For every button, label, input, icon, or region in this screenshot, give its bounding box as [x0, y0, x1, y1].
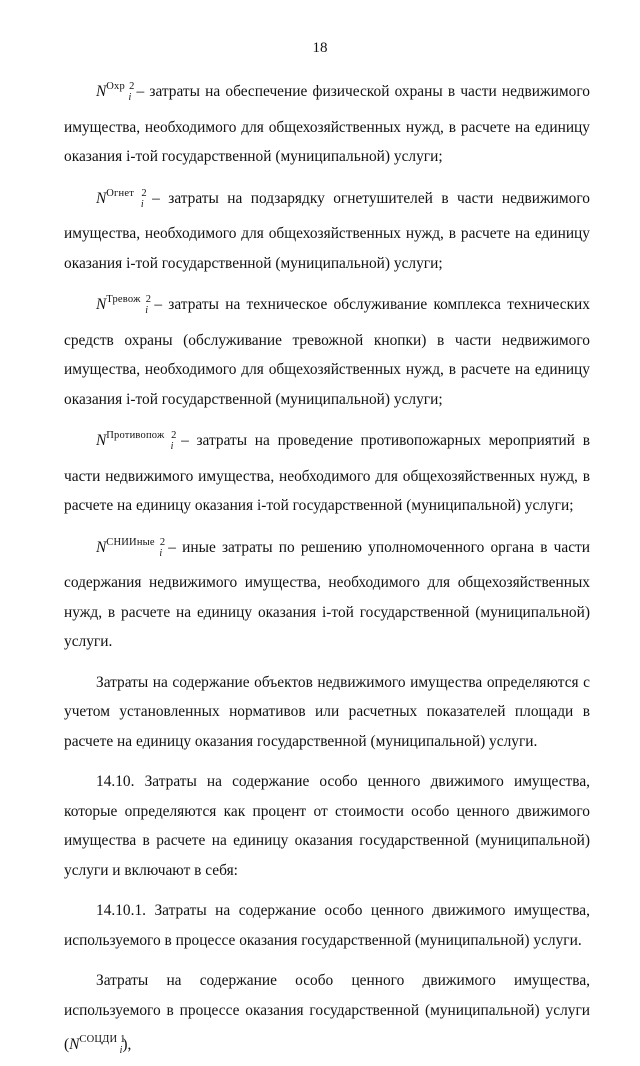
formula-symbol: $N^{Тревож 2}_i$ — [96, 294, 152, 316]
formula-symbol: $N^{СНИИные 2}_i$ — [96, 536, 166, 559]
paragraph-14-10-1: 14.10.1. Затраты на содержание особо ценного движимого имущества, используемого в процессе оказания государственной (муниципальной) услуги. — [64, 902, 590, 949]
formula-symbol: $N^{Охр 2}_i$ — [96, 81, 135, 103]
entry-text: – затраты на подзарядку огнетушителей в части недвижимого имущества, необходимого для общехозяйственных нужд, в расчете на единицу оказания i-той государственной (муниципальной) услуги; — [64, 189, 590, 272]
entry-alarm-costs — [64, 285, 590, 414]
page-number: 18 — [312, 40, 328, 56]
entry-text: – затраты на проведение противопожарных мероприятий в части недвижимого имущества, необходимого для общехозяйственных нужд, в расчете на единицу оказания i-той государственной (муниципальной) услуги; — [64, 432, 590, 514]
entry-text: – затраты на техническое обслуживание комплекса технических средств охраны (обслуживание тревожной кнопки) в части недвижимого имущества, необходимого для общехозяйственных нужд, в расчете на единицу оказания i-той государственной (муниципальной) услуги; — [64, 296, 590, 408]
entry-security-costs — [64, 72, 590, 172]
paragraph-movable-property: Затраты на содержание особо ценного движимого имущества, используемого в процессе оказания государственной (муниципальной) услуги $(N^{СОЦДИ 1}_i)$, — [64, 972, 590, 1056]
formula-symbol: $N^{СОЦДИ 1}_i$ — [69, 1034, 126, 1056]
paragraph-real-estate: Затраты на содержание объектов недвижимого имущества определяются с учетом установленных нормативов или расчетных показателей площади в расчете на единицу оказания государственной (муниципальной) услуги. — [64, 673, 590, 750]
entry-fire-safety-costs — [64, 421, 590, 521]
entry-text: – затраты на обеспечение физической охраны в части недвижимого имущества, необходимого для общехозяйственных нужд, в расчете на единицу оказания i-той государственной (муниципальной) услуги; — [64, 83, 590, 165]
entry-extinguisher-costs — [64, 179, 590, 279]
entry-text: – иные затраты по решению уполномоченного органа в части содержания недвижимого имущества, необходимого для общехозяйственных нужд, в расчете на единицу оказания i-той государственной (муниципальной) услуги. — [64, 538, 591, 650]
formula-symbol: $N^{Противопож 2}_i$ — [96, 430, 177, 452]
formula-symbol: $N^{Огнет 2}_i$ — [96, 187, 147, 210]
page-content — [64, 72, 590, 1066]
entry-other-costs — [64, 528, 590, 657]
paragraph-14-10: 14.10. Затраты на содержание особо ценного движимого имущества, которые определяются как процент от стоимости особо ценного движимого имущества в расчете на единицу оказания государственной (муниципальной) услуги и включают в себя: — [64, 773, 590, 879]
